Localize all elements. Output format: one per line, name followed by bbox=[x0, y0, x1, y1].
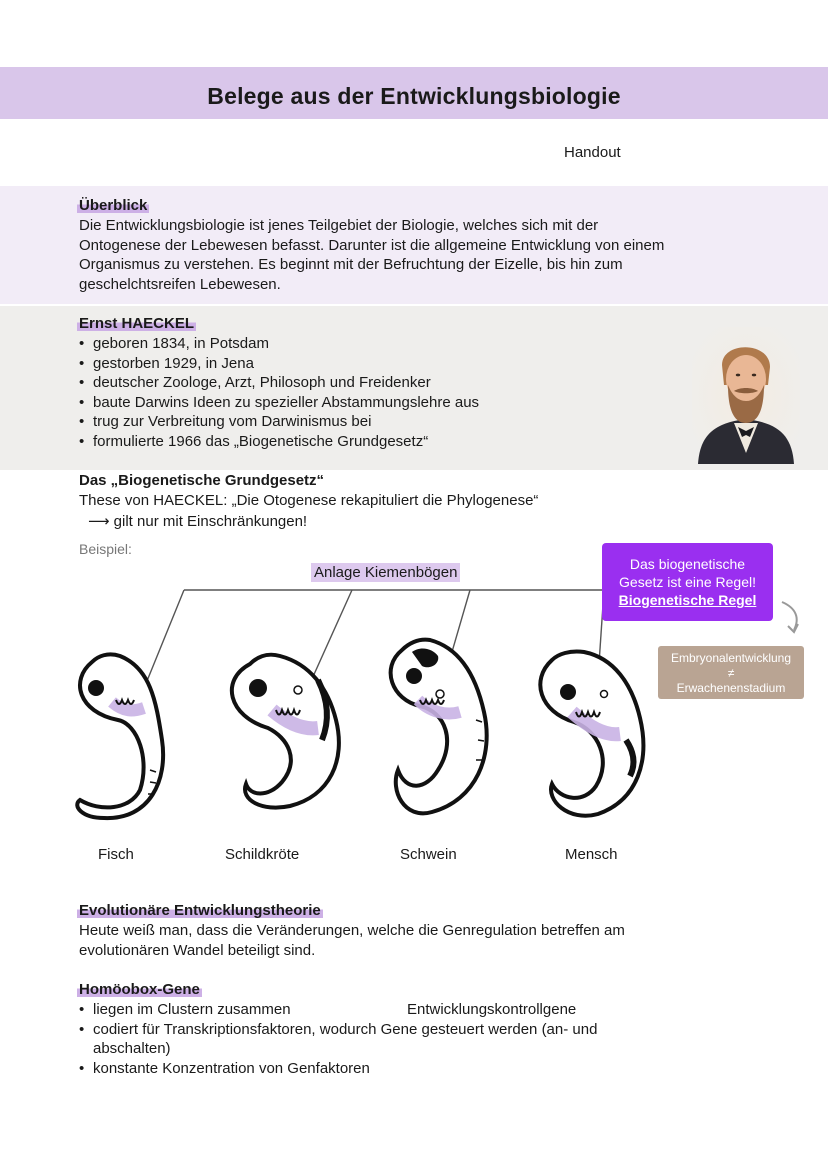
evo-text bbox=[79, 921, 625, 960]
list-item: • trug zur Verbreitung vom Darwinismus bei bbox=[79, 412, 479, 432]
homeobox-item-text: liegen im Clustern zusammen bbox=[93, 1001, 291, 1018]
overview-line: Die Entwicklungsbiologie ist jenes Teilgebiet der Biologie, welches sich mit der bbox=[79, 217, 599, 234]
arrow-head-icon bbox=[788, 624, 798, 632]
homeobox-list bbox=[79, 1000, 597, 1078]
gill-connector-lines bbox=[136, 590, 604, 710]
overview-text bbox=[79, 216, 664, 294]
box-line-emphasis: Biogenetische Regel bbox=[618, 592, 757, 608]
handout-label: Handout bbox=[564, 144, 621, 161]
haeckel-portrait bbox=[692, 327, 800, 464]
box-line: Das biogenetische bbox=[629, 556, 746, 572]
homeobox-side-note: Entwicklungskontrollgene bbox=[407, 1001, 577, 1018]
law-thesis: These von HAECKEL: „Die Otogenese rekapituliert die Phylogenese“ bbox=[79, 492, 539, 509]
turtle-embryo bbox=[232, 655, 339, 808]
homeobox-heading: Homöobox-Gene bbox=[79, 981, 200, 998]
example-label: Beispiel: bbox=[79, 541, 132, 557]
embryo-label-fish: Fisch bbox=[98, 846, 134, 863]
list-item: • konstante Konzentration von Genfaktoren bbox=[79, 1059, 597, 1079]
fish-embryo bbox=[77, 654, 163, 818]
biogenetic-rule-box bbox=[602, 543, 773, 621]
side-line: ≠ bbox=[727, 666, 735, 680]
pig-embryo bbox=[391, 640, 487, 814]
list-item: • gestorben 1929, in Jena bbox=[79, 354, 479, 374]
law-note: ⟶ gilt nur mit Einschränkungen! bbox=[88, 513, 308, 530]
evo-line: Heute weiß man, dass die Veränderungen, welche die Genregulation betreffen am bbox=[79, 922, 625, 939]
list-item bbox=[79, 1020, 597, 1059]
embryo-vs-adult-box bbox=[658, 646, 804, 699]
curved-arrow-icon bbox=[782, 602, 797, 630]
list-item: • deutscher Zoologe, Arzt, Philosoph und Freidenker bbox=[79, 373, 479, 393]
side-line: Embryonalentwicklung bbox=[670, 651, 792, 665]
human-embryo bbox=[540, 651, 643, 815]
homeobox-item-text: abschalten) bbox=[93, 1040, 171, 1057]
side-line: Erwachenenstadium bbox=[676, 681, 786, 695]
page-title: Belege aus der Entwicklungsbiologie bbox=[207, 83, 621, 109]
homeobox-item-text: • codiert für Transkriptionsfaktoren, wodurch Gene gesteuert werden (an- und bbox=[93, 1020, 598, 1038]
haeckel-heading: Ernst HAECKEL bbox=[79, 315, 195, 332]
evo-line: evolutionären Wandel beteiligt sind. bbox=[79, 941, 316, 959]
law-heading: Das „Biogenetische Grundgesetz“ bbox=[79, 472, 325, 489]
list-item bbox=[79, 1000, 597, 1020]
list-item: • geboren 1834, in Potsdam bbox=[79, 334, 479, 354]
overview-line: Ontogenese der Lebewesen befasst. Darunter ist die allgemeine Entwicklung von einem bbox=[79, 236, 665, 254]
evo-heading: Evolutionäre Entwicklungstheorie bbox=[79, 902, 321, 919]
embryo-label-turtle: Schildkröte bbox=[225, 846, 300, 863]
gill-arch-label: Anlage Kiemenbögen bbox=[311, 563, 460, 582]
overview-line: Organismus zu verstehen. Es beginnt mit der Befruchtung der Eizelle, bis hin zum bbox=[79, 256, 623, 273]
embryo-label-human: Mensch bbox=[565, 846, 618, 863]
overview-heading: Überblick bbox=[79, 197, 148, 214]
embryo-label-pig: Schwein bbox=[400, 846, 457, 863]
overview-line: geschelchtsreifen Lebewesen. bbox=[79, 275, 281, 293]
box-line: Gesetz ist eine Regel! bbox=[619, 574, 756, 590]
list-item: • formulierte 1966 das „Biogenetische Grundgesetz“ bbox=[79, 432, 479, 452]
haeckel-list bbox=[79, 334, 479, 451]
list-item: • baute Darwins Ideen zu spezieller Abstammungslehre aus bbox=[79, 393, 479, 413]
